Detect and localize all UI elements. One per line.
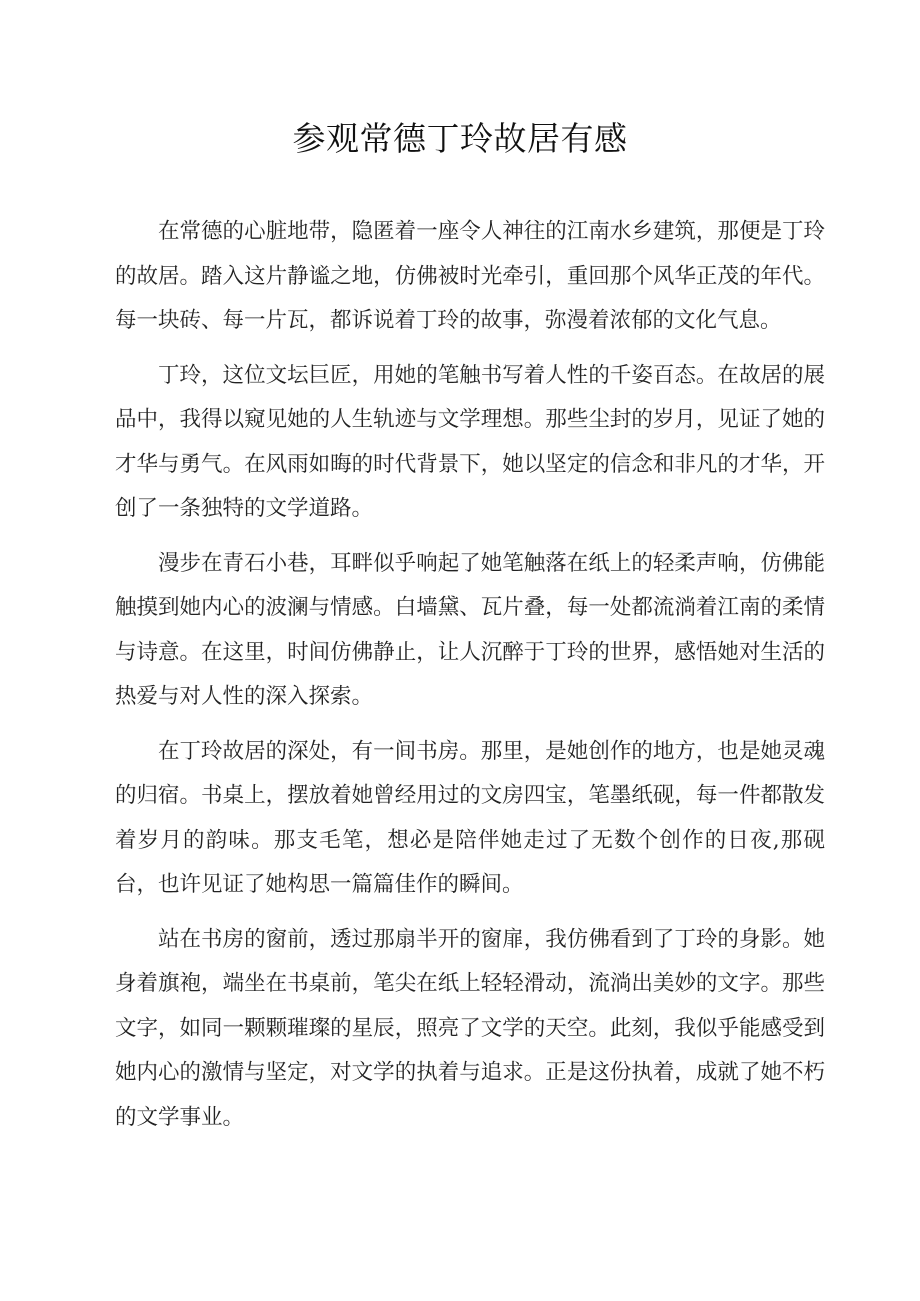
paragraph: 在常德的心脏地带，隐匿着一座令人神往的江南水乡建筑，那便是丁玲的故居。踏入这片静谧之地，仿佛被时光牵引，重回那个风华正茂的年代。每一块砖、每一片瓦，都诉说着丁玲的故事，弥漫着浓郁的文化气息。 bbox=[115, 219, 825, 333]
document-body bbox=[115, 210, 825, 1150]
paragraph: 漫步在青石小巷，耳畔似乎响起了她笔触落在纸上的轻柔声响，仿佛能触摸到她内心的波澜与情感。白墙黛、瓦片叠，每一处都流淌着江南的柔情与诗意。在这里，时间仿佛静止，让人沉醉于丁玲的世界，感悟她对生活的热爱与对人性的深入探索。 bbox=[115, 550, 825, 709]
page-title: 参观常德丁玲故居有感 bbox=[292, 119, 628, 158]
paragraph: 站在书房的窗前，透过那扇半开的窗扉，我仿佛看到了丁玲的身影。她身着旗袍，端坐在书桌前，笔尖在纸上轻轻滑动，流淌出美妙的文字。那些文字，如同一颗颗璀璨的星辰，照亮了文学的天空。此刻，我似乎能感受到她内心的激情与坚定，对文学的执着与追求。正是这份执着，成就了她不朽的文学事业。 bbox=[115, 926, 825, 1130]
paragraph: 在丁玲故居的深处，有一间书房。那里，是她创作的地方，也是她灵魂的归宿。书桌上，摆放着她曾经用过的文房四宝，笔墨纸砚，每一件都散发着岁月的韵味。那支毛笔，想必是陪伴她走过了无数个创作的日夜,那砚台，也许见证了她构思一篇篇佳作的瞬间。 bbox=[115, 738, 825, 897]
paragraph: 丁玲，这位文坛巨匠，用她的笔触书写着人性的千姿百态。在故居的展品中，我得以窥见她的人生轨迹与文学理想。那些尘封的岁月，见证了她的才华与勇气。在风雨如晦的时代背景下，她以坚定的信念和非凡的才华，开创了一条独特的文学道路。 bbox=[115, 362, 825, 521]
